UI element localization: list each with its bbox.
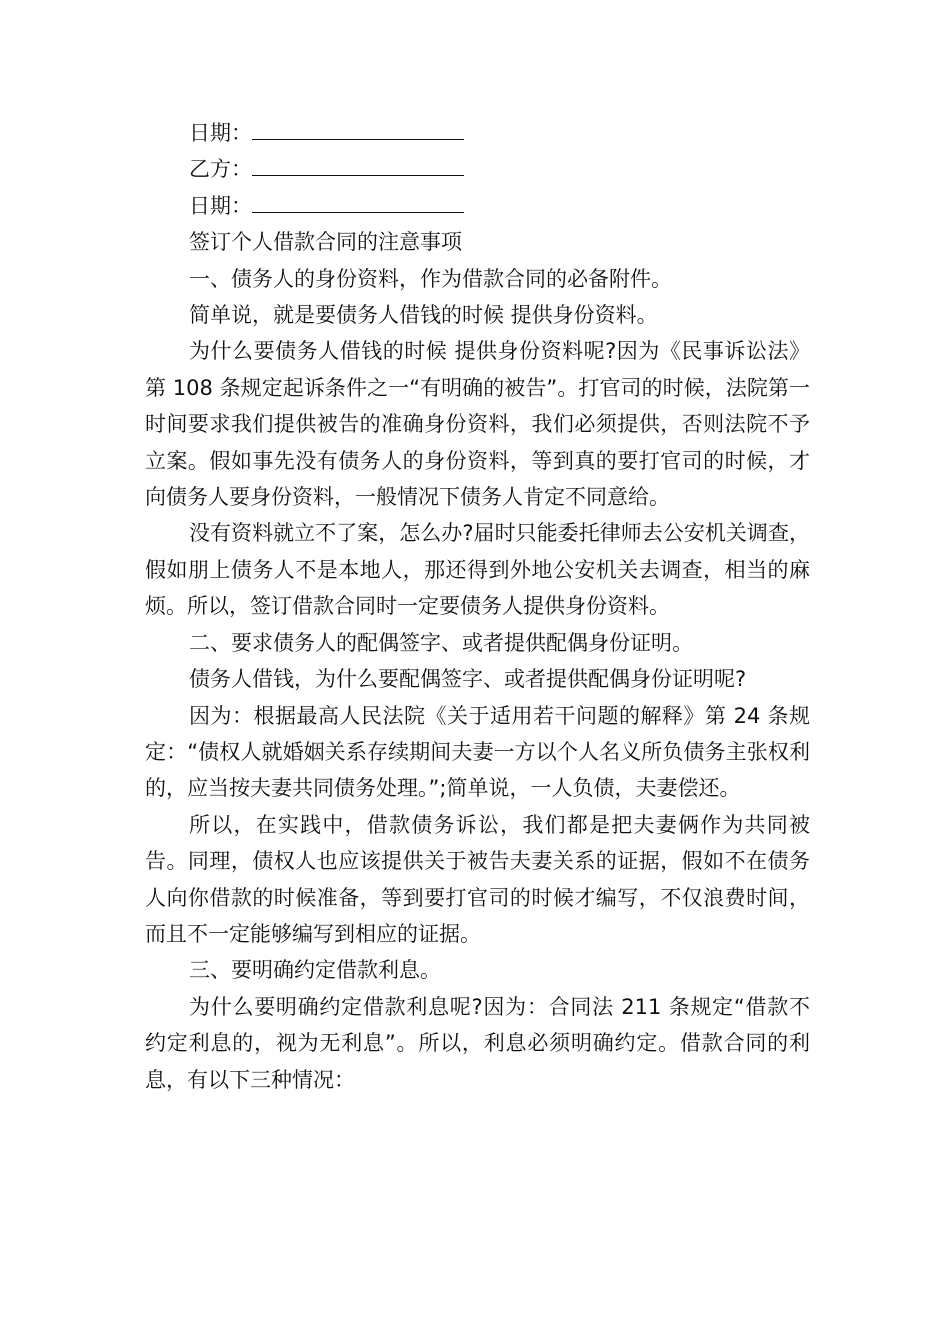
signature-date-line-1 <box>145 115 810 151</box>
signature-party-b-label: 乙方： <box>189 157 252 182</box>
signature-party-b-blank <box>252 153 464 176</box>
point-1-heading: 一、债务人的身份资料，作为借款合同的必备附件。 <box>189 266 672 291</box>
point-1-summary: 简单说，就是要债务人借钱的时候 提供身份资料。 <box>189 303 658 328</box>
point-1-consequence: 没有资料就立不了案，怎么办?届时只能委托律师去公安机关调查，假如朋上债务人不是本地人，那还得到外地公安机关去调查，相当的麻烦。所以，签订借款合同时一定要债务人提供身份资料。 <box>145 521 810 619</box>
point-2-heading: 二、要求债务人的配偶签字、或者提供配偶身份证明。 <box>189 630 693 655</box>
point-2-question: 债务人借钱，为什么要配偶签字、或者提供配偶身份证明呢? <box>189 667 747 692</box>
signature-party-b-line <box>145 151 810 187</box>
point-3-reason: 为什么要明确约定借款利息呢?因为：合同法 211 条规定“借款不约定利息的，视为无利息”。所以，利息必须明确约定。借款合同的利息，有以下三种情况： <box>145 994 810 1092</box>
point-3-heading: 三、要明确约定借款利息。 <box>189 958 441 983</box>
signature-date-label-2: 日期： <box>189 193 252 218</box>
point-1-reason: 为什么要债务人借钱的时候 提供身份资料呢?因为《民事诉讼法》第 108 条规定起诉条件之一“有明确的被告”。打官司的时候，法院第一时间要求我们提供被告的准确身份资料，我们必须提供，否则法院不予立案。假如事先没有债务人的身份资料，等到真的要打官司的时候，才向债务人要身份资料，一般情况下债务人肯定不同意给。 <box>145 339 810 510</box>
document-body <box>145 115 810 1098</box>
section-heading: 签订个人借款合同的注意事项 <box>189 230 462 255</box>
point-2-practice: 所以，在实践中，借款债务诉讼，我们都是把夫妻俩作为共同被告。同理，债权人也应该提供关于被告夫妻关系的证据，假如不在债务人向你借款的时候准备，等到要打官司的时候才编写，不仅浪费时间，而且不一定能够编写到相应的证据。 <box>145 812 810 946</box>
signature-date-blank-2 <box>252 190 464 213</box>
signature-date-line-2 <box>145 188 810 224</box>
signature-date-label-1: 日期： <box>189 121 252 145</box>
point-2-reason: 因为：根据最高人民法院《关于适用若干问题的解释》第 24 条规定：“债权人就婚姻关系存续期间夫妻一方以个人名义所负债务主张权利的，应当按夫妻共同债务处理。”;简单说，一人负债，夫妻偿还。 <box>145 703 810 801</box>
signature-date-blank-1 <box>252 117 464 140</box>
